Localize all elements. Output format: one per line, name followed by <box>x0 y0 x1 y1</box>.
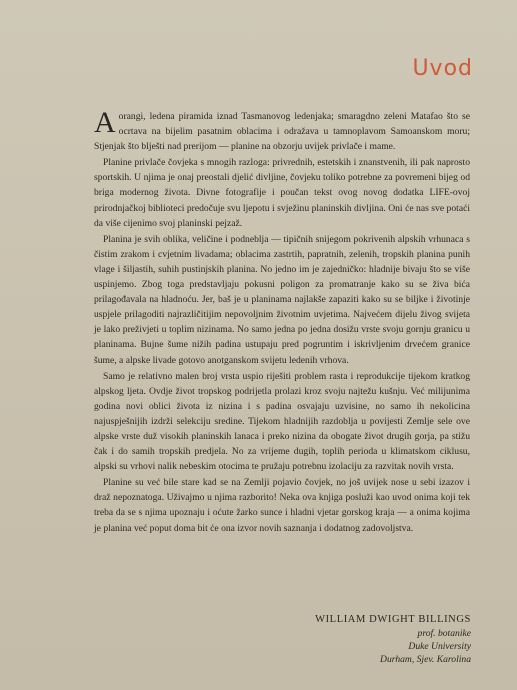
paragraph-3: Planina je svih oblika, veličine i podneblja — tipičnih snijegom pokrivenih alpskih vrhunaca s čistim zrakom i cvjetnim livadama; oblacima zastrtih, papratnih, zelenih, tropskih planina punih vlage i šiljastih, suhih pustinjskih planina. No jedno im je zajedničko: hladnije bivaju što se više uspinjemo. Zbog toga predstavljaju pokusni poligon za promatranje kako su se živa bića prilagođavala na hladnoću. Jer, baš je u planinama najlakše zapaziti kako su se biljke i životinje uspjele prilagoditi najrazličitijim nepovoljnim životnim uvjetima. Najvećem dijelu živog svijeta je lako preživjeti u toplim nizinama. No samo jedna po jedna dosižu vrste svoju gornju granicu u planinama. Bujne šume nižih padina ustupaju pred pogruntim i iskrivljenim drvećem granice šume, a alpske livade gotovo anotganskom svijetu ledenih vrhova. <box>94 233 470 366</box>
author-university: Duke University <box>408 641 471 652</box>
author-signature <box>315 612 471 666</box>
paragraph-4: Samo je relativno malen broj vrsta uspio riješiti problem rasta i reprodukcije tijekom kratkog alpskog ljeta. Ovdje život tropskog podrijetla prolazi kroz svoju najtežu kušnju. Već milijunima godina novi oblici života iz nizina i s padina osvajaju uzvisine, no samo ih nekolicina najuspješnijih izdrži selekciju sredine. Tijekom hladnijih razdoblja u povijesti Zemlje sele ove alpske vrste duž visokih planinskih lanaca i preko nizina da obogate život drugih gorja, pa stižu čak i do samih tropskih predjela. No za vrijeme dugih, toplih perioda u klimatskom ciklusu, alpski su vrhovi nalik nebeskim otocima te pružaju potrebnu izolaciju za razvitak novih vrsta. <box>94 370 470 473</box>
drop-cap: A <box>94 106 116 139</box>
paragraph-1-text: orangi, ledena piramida iznad Tasmanovog ledenjaka; smaragdno zeleni Matafao što se ocrtava na bijelim pasatnim oblacima i odražava u tamnoplavom Samoanskom moru; Stjenjak što blješti nad prerijom — planine na obzorju uvijek privlače i mame. <box>94 111 470 153</box>
paragraph-5: Planine su već bile stare kad se na Zemlji pojavio čovjek, no još uvijek nose u sebi izazov i draž nepoznatoga. Uživajmo u njima razborito! Neka ova knjiga posluži kao uvod onima koji tek treba da se s njima upoznaju i oćute žarko sunce i hladni vjetar gorskog kraja — a onima kojima je planina već poput doma bit će ona izvor novih saznanja i dodatnog zadovoljstva. <box>94 477 470 534</box>
paragraph-1 <box>94 106 470 154</box>
paragraph-2: Planine privlače čovjeka s mnogih razloga: privrednih, estetskih i znanstvenih, ili pak naprosto sportskih. U njima je onaj preostali djelić divljine, čovjeku toliko potrebne za povremeni bijeg od briga modernog života. Divne fotografije i poučan tekst ovog novog dodatka LIFE-ovoj prirodnjačkoj biblioteci predočuje svu ljepotu i svježinu planinskih divljina. Oni će nas sve potaći da više cijenimo svoj planinski pejzaž. <box>94 157 470 229</box>
author-role: prof. botanike <box>417 628 471 639</box>
page-title: Uvod <box>412 56 473 81</box>
body-text <box>94 106 470 537</box>
author-location: Durham, Sjev. Karolina <box>380 654 471 665</box>
author-name: WILLIAM DWIGHT BILLINGS <box>315 614 471 625</box>
